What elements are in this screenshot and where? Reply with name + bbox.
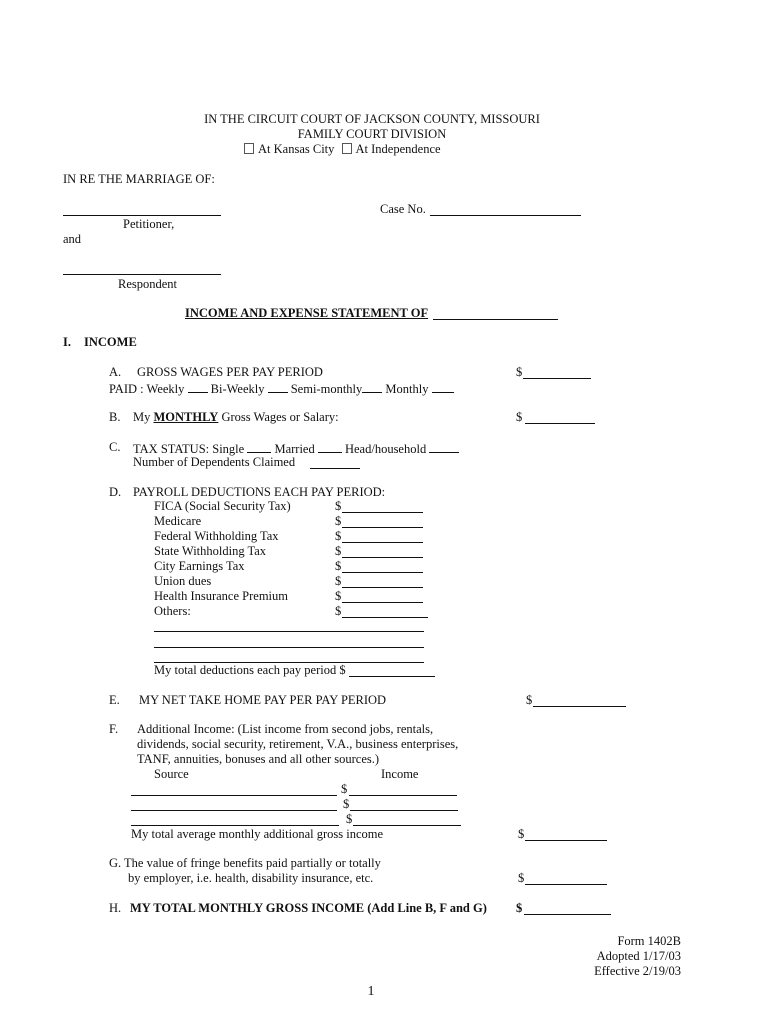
item-g-dollar: $ [518,871,525,885]
head-household-blank[interactable] [429,441,459,453]
respondent-name-line[interactable] [63,274,221,275]
source-column-header: Source [154,767,189,781]
adopted-date: Adopted 1/17/03 [596,949,681,963]
dependents-label: Number of Dependents Claimed [133,455,296,469]
case-no-line[interactable] [430,215,581,216]
item-e-dollar: $ [526,693,533,707]
income-line-1-dollar: $ [341,782,348,796]
item-f-label: F. [109,722,119,736]
item-g-line1: G. The value of fringe benefits paid partially or totally [109,856,381,870]
source-line-3[interactable] [131,825,339,826]
item-b-text [133,411,339,424]
deduction-others-line[interactable] [342,617,428,618]
deduction-health-label: Health Insurance Premium [154,589,288,603]
item-a-label: A. [109,365,122,379]
tax-status-single-label: TAX STATUS: Single [133,442,245,456]
biweekly-blank[interactable] [268,381,288,393]
respondent-label: Respondent [118,277,178,291]
section-number: I. [63,335,71,349]
paid-weekly-label: PAID : Weekly [109,382,185,396]
other-deduction-line-2[interactable] [154,647,424,648]
item-f-line2: dividends, social security, retirement, V.A., business enterprises, [137,737,459,751]
deduction-fica-dollar: $ [335,499,342,513]
weekly-blank[interactable] [188,381,208,393]
income-line-2[interactable] [350,810,458,811]
deduction-state-dollar: $ [335,544,342,558]
petitioner-label: Petitioner, [123,217,175,231]
kansas-city-checkbox[interactable] [244,143,254,154]
case-no-label: Case No. [380,202,426,216]
section-label: INCOME [84,335,137,349]
income-line-2-dollar: $ [343,797,350,811]
item-d-label: D. [109,485,122,499]
deduction-city-label: City Earnings Tax [154,559,245,573]
form-number: Form 1402B [617,934,681,948]
dependents-blank[interactable] [310,468,360,469]
income-line-3-dollar: $ [346,812,353,826]
item-b-label: B. [109,410,121,424]
biweekly-label: Bi-Weekly [210,382,265,396]
division-heading: FAMILY COURT DIVISION [297,127,447,141]
item-a-text: GROSS WAGES PER PAY PERIOD [137,365,323,379]
statement-title: INCOME AND EXPENSE STATEMENT OF [185,306,429,320]
item-c-label: C. [109,440,121,454]
independence-checkbox[interactable] [342,143,352,154]
item-f-amount-line[interactable] [525,840,607,841]
source-line-1[interactable] [131,795,337,796]
item-b-amount-line[interactable] [525,423,595,424]
deduction-union-dollar: $ [335,574,342,588]
item-g-line2: by employer, i.e. health, disability insurance, etc. [128,871,374,885]
item-g-amount-line[interactable] [525,884,607,885]
deduction-federal-line[interactable] [342,542,423,543]
item-h-dollar: $ [516,901,523,915]
page-number: 1 [367,984,375,999]
statement-name-line[interactable] [433,319,558,320]
source-line-2[interactable] [131,810,337,811]
deduction-others-label: Others: [154,604,191,618]
other-deduction-line-1[interactable] [154,631,424,632]
item-e-text: MY NET TAKE HOME PAY PER PAY PERIOD [139,693,387,707]
deduction-fica-label: FICA (Social Security Tax) [154,499,291,513]
item-h-text: MY TOTAL MONTHLY GROSS INCOME (Add Line B, F and G) [130,901,487,915]
item-a-dollar: $ [516,365,523,379]
item-b-monthly: MONTHLY [153,410,219,424]
monthly-blank[interactable] [432,381,454,393]
single-blank[interactable] [247,441,271,453]
item-e-amount-line[interactable] [533,706,626,707]
in-re-label: IN RE THE MARRIAGE OF: [63,172,215,186]
item-b-dollar: $ [516,410,523,424]
item-a-amount-line[interactable] [523,378,591,379]
deduction-health-line[interactable] [342,602,423,603]
total-deductions-label: My total deductions each pay period $ [154,663,346,677]
item-h-label: H. [109,901,122,915]
and-label: and [63,232,82,246]
total-additional-income-label: My total average monthly additional gross income [131,827,384,841]
deduction-union-line[interactable] [342,587,423,588]
item-f-line3: TANF, annuities, bonuses and all other sources.) [137,752,380,766]
total-deductions-line[interactable] [349,676,435,677]
semimonthly-label: Semi-monthly [290,382,363,396]
head-household-label: Head/household [344,442,427,456]
deduction-state-label: State Withholding Tax [154,544,267,558]
petitioner-name-line[interactable] [63,215,221,216]
item-e-label: E. [109,693,120,707]
location-options [244,143,441,156]
item-h-amount-line[interactable] [524,914,611,915]
semimonthly-blank[interactable] [362,381,382,393]
deduction-health-dollar: $ [335,589,342,603]
deduction-federal-dollar: $ [335,529,342,543]
deduction-union-label: Union dues [154,574,212,588]
item-b-pre: My [133,410,151,424]
married-blank[interactable] [318,441,342,453]
deduction-city-dollar: $ [335,559,342,573]
deduction-city-line[interactable] [342,572,423,573]
deduction-others-dollar: $ [335,604,342,618]
income-column-header: Income [381,767,419,781]
deduction-medicare-label: Medicare [154,514,202,528]
effective-date: Effective 2/19/03 [594,964,681,978]
independence-label: At Independence [355,142,441,156]
monthly-label: Monthly [385,382,429,396]
deduction-fica-line[interactable] [342,512,423,513]
deduction-medicare-dollar: $ [335,514,342,528]
deduction-medicare-line[interactable] [342,527,423,528]
deduction-state-line[interactable] [342,557,423,558]
item-f-dollar: $ [518,827,525,841]
item-d-text: PAYROLL DEDUCTIONS EACH PAY PERIOD: [133,485,386,499]
item-f-line1: Additional Income: (List income from second jobs, rentals, [137,722,434,736]
item-c-row [133,441,459,456]
court-heading: IN THE CIRCUIT COURT OF JACKSON COUNTY, MISSOURI [204,112,540,126]
income-line-3[interactable] [353,825,461,826]
income-line-1[interactable] [349,795,457,796]
kansas-city-label: At Kansas City [258,142,335,156]
deduction-federal-label: Federal Withholding Tax [154,529,279,543]
item-a-paid-row [109,381,454,396]
item-b-post: Gross Wages or Salary: [221,410,339,424]
married-label: Married [274,442,315,456]
